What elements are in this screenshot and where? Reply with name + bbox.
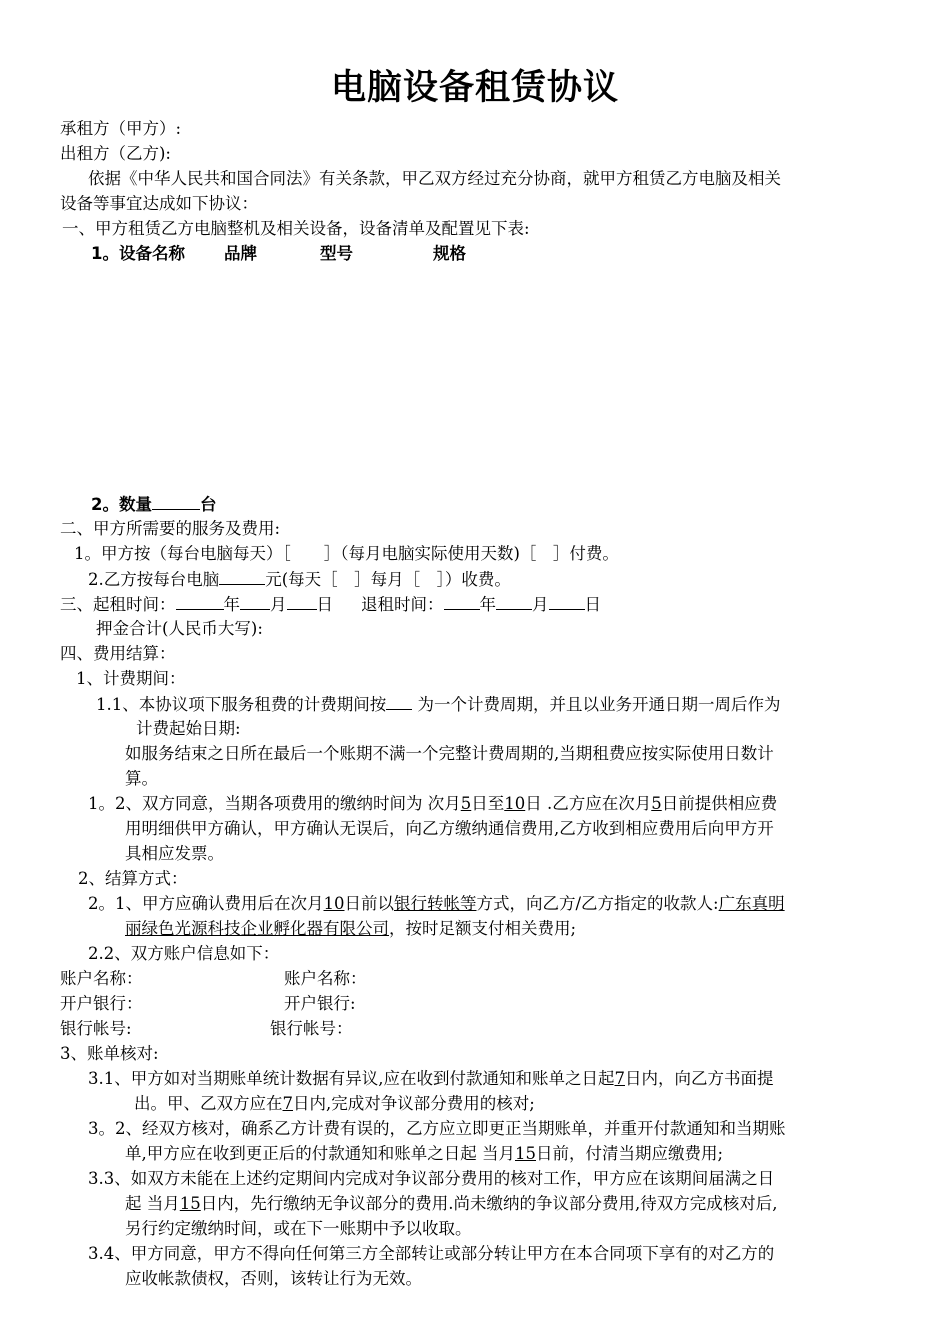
deposit-line: 押金合计(人民币大写): xyxy=(96,619,263,638)
lease-period-line: 三、起租时间： 年 月 日 退租时间： 年 月 日 xyxy=(60,591,601,617)
intro-paragraph-line-2: 设备等事宜达成如下协议： xyxy=(60,194,258,213)
document-title: 电脑设备租赁协议 xyxy=(330,68,619,108)
col-device-name: 设备名称 xyxy=(118,244,185,263)
clause-3-2-line-1: 3。2、经双方核对，确系乙方计费有误的，乙方应立即更正当期账单，并重开付款通知和当期账 xyxy=(88,1119,786,1138)
quantity-blank xyxy=(152,491,200,510)
clause-1-1-line-3: 如服务结束之日所在最后一个账期不满一个完整计费周期的,当期租费应按实际使用日数计 xyxy=(125,744,774,763)
settlement-heading: 2、结算方式： xyxy=(78,869,188,888)
equipment-table-header xyxy=(91,241,466,266)
account-number-label-left: 银行帐号: xyxy=(60,1019,132,1038)
clause-3-4-line-1: 3.4、甲方同意，甲方不得向任何第三方全部转让或部分转让甲方在本合同项下享有的对乙方的 xyxy=(88,1244,775,1263)
clause-2-1-line-2: 丽绿色光源科技企业孵化器有限公司，按时足额支付相关费用; xyxy=(125,919,577,938)
lessee-line: 承租方（甲方）: xyxy=(60,119,182,138)
clause-2-2: 2.2、双方账户信息如下： xyxy=(88,944,280,963)
section-2-heading: 二、甲方所需要的服务及费用: xyxy=(60,519,281,538)
col-brand: 品牌 xyxy=(224,244,257,263)
fee-clause-2: 2.乙方按每台电脑 元(每天［ ］每月［ ］）收费。 xyxy=(88,566,511,592)
clause-2-1-line-1: 2。1、甲方应确认费用后在次月10日前以银行转帐等方式，向乙方/乙方指定的收款人:广东真明 xyxy=(88,894,785,913)
section-4-heading: 四、费用结算： xyxy=(60,644,176,663)
clause-3-1-line-1: 3.1、甲方如对当期账单统计数据有异议,应在收到付款通知和账单之日起7日内，向乙方书面提 xyxy=(88,1069,774,1088)
clause-1-2-line-3: 具相应发票。 xyxy=(125,844,224,863)
fee-clause-1: 1。甲方按（每台电脑每天）［ ］（每月电脑实际使用天数)［ ］付费。 xyxy=(74,544,619,563)
clause-1-1-line-2: 计费起始日期: xyxy=(136,719,241,738)
clause-1-2-line-1: 1。2、双方同意，当期各项费用的缴纳时间为 次月5日至10日 .乙方应在次月5日前提供相应费 xyxy=(88,794,778,813)
account-number-label-right: 银行帐号： xyxy=(270,1019,353,1038)
clause-3-1-line-2: 出。甲、乙双方应在7日内,完成对争议部分费用的核对; xyxy=(134,1094,535,1113)
section-1-heading: 一、甲方租赁乙方电脑整机及相关设备，设备清单及配置见下表: xyxy=(62,219,530,238)
fee-blank xyxy=(219,566,265,585)
lessor-line: 出租方（乙方): xyxy=(60,144,171,163)
intro-paragraph-line-1: 依据《中华人民共和国合同法》有关条款，甲乙双方经过充分协商，就甲方租赁乙方电脑及相关 xyxy=(88,169,781,188)
clause-1-1-line-1: 1.1、本协议项下服务租费的计费期间按 为一个计费周期，并且以业务开通日期一周后作为 xyxy=(96,691,781,717)
item-number: 1。 xyxy=(91,244,119,263)
clause-3-3-line-3: 另行约定缴纳时间，或在下一账期中予以收取。 xyxy=(125,1219,472,1238)
clause-3-3-line-2: 起 当月15日内，先行缴纳无争议部分的费用.尚未缴纳的争议部分费用,待双方完成核对后, xyxy=(125,1194,778,1213)
bank-label-left: 开户银行： xyxy=(60,994,143,1013)
clause-3-4-line-2: 应收帐款债权，否则，该转让行为无效。 xyxy=(125,1269,422,1288)
clause-1-1-line-4: 算。 xyxy=(125,769,158,788)
clause-3-2-line-2: 单,甲方应在收到更正后的付款通知和账单之日起 当月15日前，付清当期应缴费用; xyxy=(125,1144,724,1163)
account-name-label-left: 账户名称： xyxy=(60,969,143,988)
quantity-line: 2。数量 台 xyxy=(91,491,216,517)
col-model: 型号 xyxy=(320,244,353,263)
clause-1-2-line-2: 用明细供甲方确认，甲方确认无误后，向乙方缴纳通信费用,乙方收到相应费用后向甲方开 xyxy=(125,819,774,838)
billing-period-heading: 1、计费期间： xyxy=(76,669,186,688)
bill-check-heading: 3、账单核对: xyxy=(60,1044,159,1063)
col-spec: 规格 xyxy=(433,244,466,263)
bank-label-right: 开户银行: xyxy=(284,994,356,1013)
clause-3-3-line-1: 3.3、如双方未能在上述约定期间内完成对争议部分费用的核对工作，甲方应在该期间届满之日 xyxy=(88,1169,775,1188)
account-name-label-right: 账户名称： xyxy=(284,969,367,988)
